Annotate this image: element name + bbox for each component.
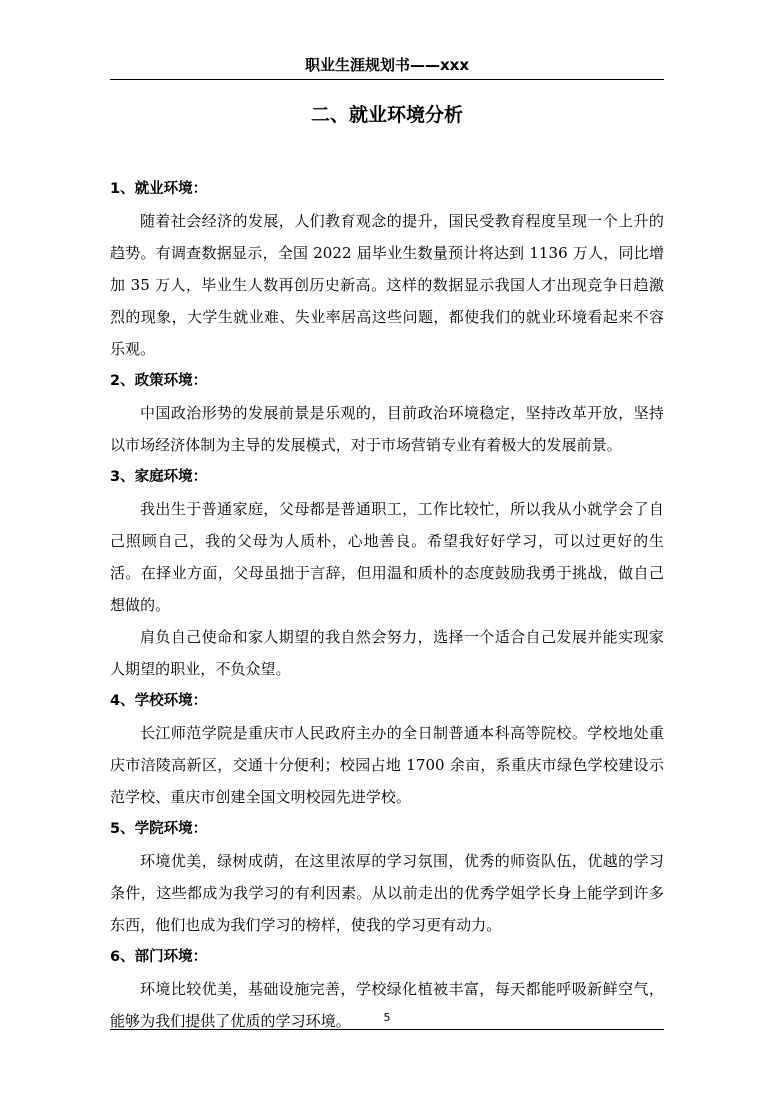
document-body bbox=[110, 173, 664, 1037]
chapter-title: 二、就业环境分析 bbox=[310, 104, 463, 126]
section-heading-employment: 1、就业环境： bbox=[110, 181, 208, 197]
page-number: 5 bbox=[383, 1011, 391, 1024]
section-heading-policy: 2、政策环境： bbox=[110, 373, 208, 389]
section-heading-department: 6、部门环境： bbox=[110, 949, 208, 965]
section-heading-school: 4、学校环境： bbox=[110, 693, 208, 709]
header-rule bbox=[110, 79, 664, 80]
paragraph-family-1: 我出生于普通家庭，父母都是普通职工，工作比较忙，所以我从小就学会了自己照顾自己，我的父母为人质朴，心地善良。希望我好好学习，可以过更好的生活。在择业方面，父母虽拙于言辞，但用温和质朴的态度鼓励我勇于挑战，做自己想做的。 bbox=[110, 500, 664, 614]
paragraph-policy: 中国政治形势的发展前景是乐观的，目前政治环境稳定，坚持改革开放，坚持以市场经济体制为主导的发展模式，对于市场营销专业有着极大的发展前景。 bbox=[110, 404, 664, 454]
paragraph-college: 环境优美，绿树成荫，在这里浓厚的学习氛围，优秀的师资队伍，优越的学习条件，这些都成为我学习的有利因素。从以前走出的优秀学姐学长身上能学到许多东西，他们也成为我们学习的榜样，使我的学习更有动力。 bbox=[110, 852, 664, 934]
footer-rule bbox=[110, 1029, 664, 1030]
running-header: 职业生涯规划书——xxx bbox=[304, 56, 470, 74]
paragraph-school: 长江师范学院是重庆市人民政府主办的全日制普通本科高等院校。学校地处重庆市涪陵高新区，交通十分便利；校园占地 1700 余亩，系重庆市绿色学校建设示范学校、重庆市创建全国文明校园先进学校。 bbox=[110, 724, 664, 806]
paragraph-employment: 随着社会经济的发展，人们教育观念的提升，国民受教育程度呈现一个上升的趋势。有调查数据显示，全国 2022 届毕业生数量预计将达到 1136 万人，同比增加 35 万人，毕业生人数再创历史新高。这样的数据显示我国人才出现竞争日趋激烈的现象，大学生就业难、失业率居高这些问题，都使我们的就业环境看起来不容乐观。 bbox=[110, 212, 664, 358]
paragraph-family-2: 肩负自己使命和家人期望的我自然会努力，选择一个适合自己发展并能实现家人期望的职业，不负众望。 bbox=[110, 628, 664, 678]
paragraph-department: 环境比较优美，基础设施完善，学校绿化植被丰富，每天都能呼吸新鲜空气，能够为我们提供了优质的学习环境。 bbox=[110, 980, 664, 1030]
section-heading-family: 3、家庭环境： bbox=[110, 469, 208, 485]
section-heading-college: 5、学院环境： bbox=[110, 821, 208, 837]
